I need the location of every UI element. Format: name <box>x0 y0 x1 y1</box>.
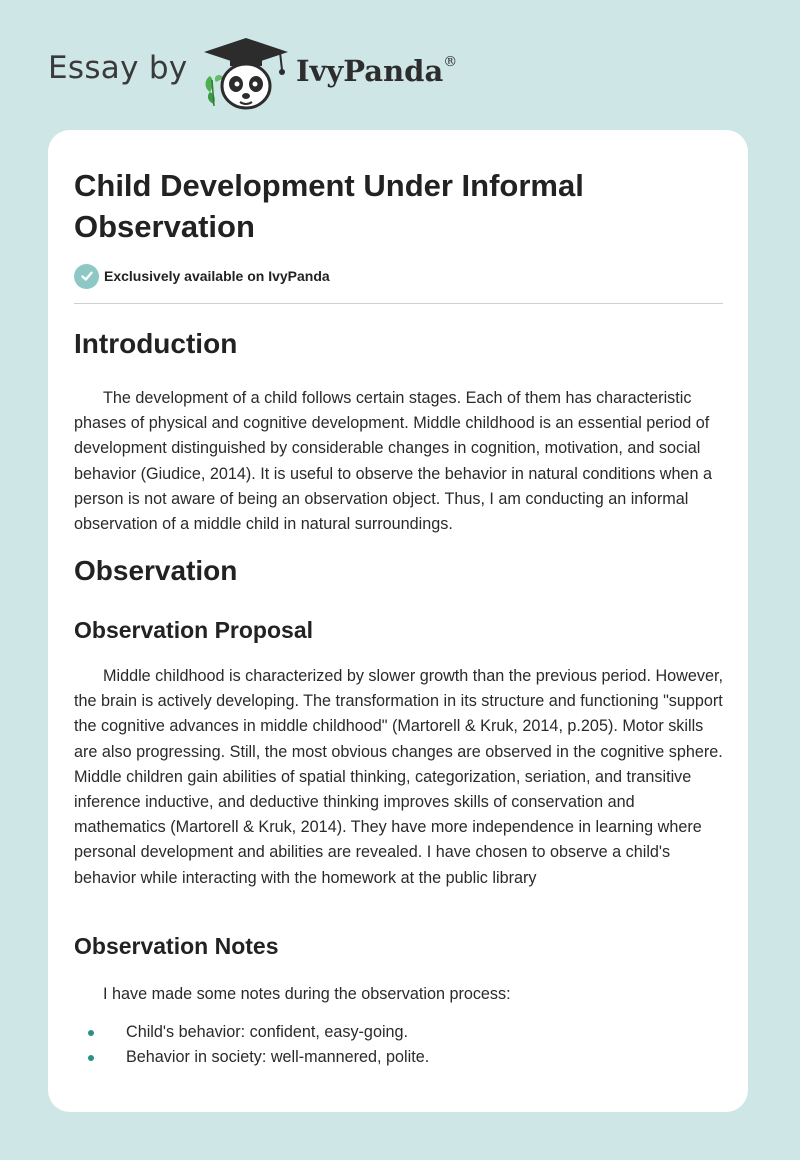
article-card <box>48 130 748 1112</box>
site-header <box>0 0 800 130</box>
check-icon <box>74 264 99 289</box>
panda-graduate-icon <box>200 36 292 112</box>
bullet-icon <box>88 1030 94 1036</box>
exclusive-badge <box>74 263 330 289</box>
registered-mark: ® <box>443 54 458 71</box>
introduction-paragraph: The development of a child follows certain stages. Each of them has characteristic phases of physical and cognitive development. Middle childhood is an essential period of development distinguished by considerable changes in cognition, motivation, and social behavior (Giudice, 2014). It is useful to observe the behavior in natural conditions when a person is not aware of being an observation object. Thus, I am conducting an informal observation of a middle child in natural surroundings. <box>74 389 712 534</box>
essay-by-label: Essay by <box>48 50 188 86</box>
brand-name[interactable] <box>296 54 457 88</box>
bullet-icon <box>88 1055 94 1061</box>
article-title: Child Development Under Informal Observation <box>74 168 584 244</box>
exclusive-label: Exclusively available on IvyPanda <box>104 268 330 284</box>
observation-proposal-heading: Observation Proposal <box>74 617 314 643</box>
list-item <box>74 1045 724 1070</box>
brand-text: IvyPanda <box>296 54 444 88</box>
list-item-text: Behavior in society: well-mannered, polite. <box>126 1048 430 1067</box>
observation-notes-intro: I have made some notes during the observation process: <box>103 985 511 1003</box>
observation-notes-list <box>74 1020 724 1070</box>
introduction-heading: Introduction <box>74 328 238 359</box>
observation-proposal-paragraph: Middle childhood is characterized by slower growth than the previous period. However, the brain is actively developing. The transformation in its structure and functioning "support the cognitive advances in middle childhood" (Martorell & Kruk, 2014, p.205). Motor skills are also progressing. Still, the most obvious changes are observed in the cognitive sphere. Middle children gain abilities of spatial thinking, categorization, seriation, and transitive inference inductive, and deductive thinking improves skills of conservation and mathematics (Martorell & Kruk, 2014). They have more independence in learning where personal development and abilities are revealed. I have chosen to observe a child's behavior while interacting with the homework at the public library <box>74 667 723 887</box>
list-item <box>74 1020 724 1045</box>
observation-heading: Observation <box>74 555 238 586</box>
list-item-text: Child's behavior: confident, easy-going. <box>126 1023 409 1041</box>
divider <box>74 303 723 304</box>
observation-notes-heading: Observation Notes <box>74 933 279 959</box>
